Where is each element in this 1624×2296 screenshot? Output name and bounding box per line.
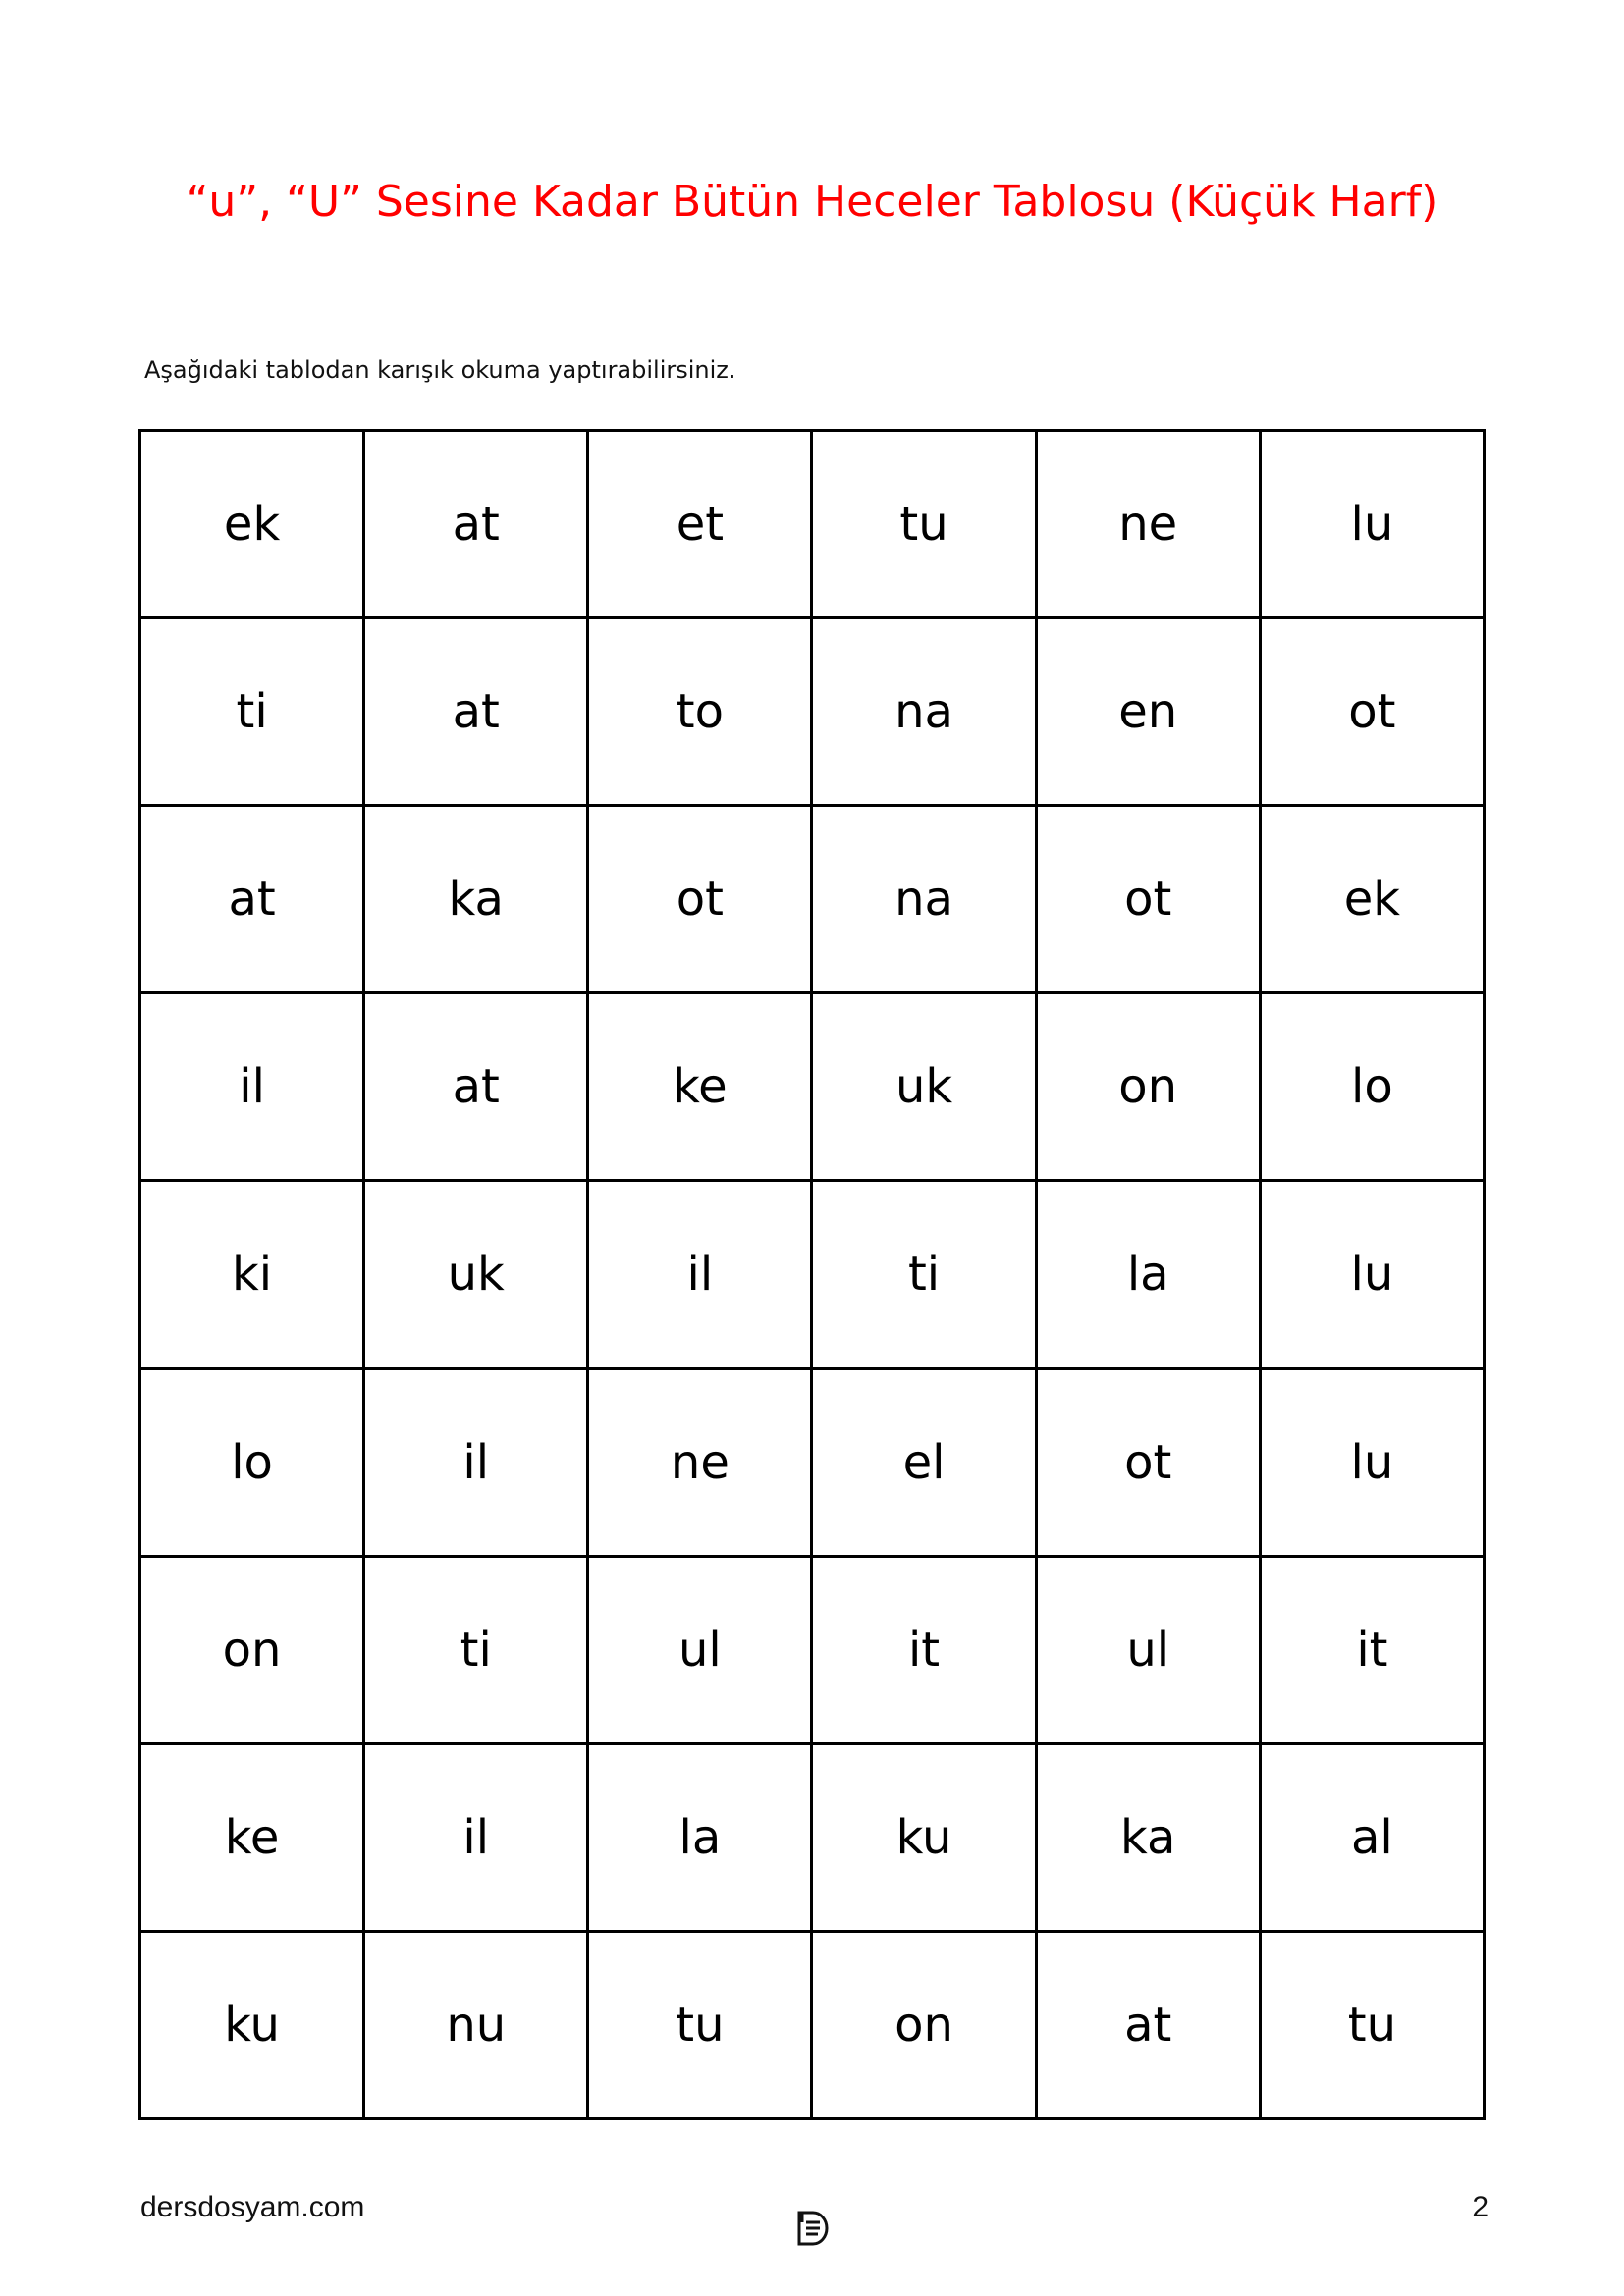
syllable-cell: it <box>1260 1556 1484 1743</box>
syllable-cell: lo <box>140 1368 364 1556</box>
syllable-cell: ke <box>140 1743 364 1931</box>
table-row <box>140 1931 1485 2118</box>
table-row <box>140 1181 1485 1368</box>
syllable-cell: ka <box>1036 1743 1260 1931</box>
syllable-cell: ti <box>364 1556 588 1743</box>
syllable-cell: tu <box>812 431 1036 618</box>
syllable-cell: ku <box>140 1931 364 2118</box>
syllable-cell: ek <box>140 431 364 618</box>
syllable-cell: el <box>812 1368 1036 1556</box>
syllable-cell: ul <box>1036 1556 1260 1743</box>
syllable-cell: na <box>812 806 1036 993</box>
syllable-cell: ot <box>1036 1368 1260 1556</box>
syllable-cell: ne <box>588 1368 812 1556</box>
syllable-cell: at <box>364 993 588 1181</box>
instruction-text: Aşağıdaki tablodan karışık okuma yaptırabilirsiniz. <box>144 356 736 384</box>
syllable-cell: ot <box>1260 618 1484 806</box>
syllable-cell: il <box>364 1368 588 1556</box>
syllable-cell: lo <box>1260 993 1484 1181</box>
table-row <box>140 431 1485 618</box>
syllable-cell: ul <box>588 1556 812 1743</box>
syllable-cell: il <box>364 1743 588 1931</box>
syllable-cell: ti <box>812 1181 1036 1368</box>
syllable-cell: na <box>812 618 1036 806</box>
table-row <box>140 1556 1485 1743</box>
syllable-cell: la <box>588 1743 812 1931</box>
syllable-cell: ka <box>364 806 588 993</box>
syllable-cell: ne <box>1036 431 1260 618</box>
footer-website: dersdosyam.com <box>140 2191 365 2223</box>
syllable-cell: ek <box>1260 806 1484 993</box>
syllable-cell: ti <box>140 618 364 806</box>
syllable-cell: on <box>140 1556 364 1743</box>
syllable-cell: at <box>364 618 588 806</box>
table-row <box>140 993 1485 1181</box>
table-row <box>140 1368 1485 1556</box>
syllable-cell: il <box>588 1181 812 1368</box>
syllable-cell: la <box>1036 1181 1260 1368</box>
syllable-cell: et <box>588 431 812 618</box>
syllable-cell: ki <box>140 1181 364 1368</box>
syllable-cell: en <box>1036 618 1260 806</box>
table-row <box>140 1743 1485 1931</box>
table-row <box>140 806 1485 993</box>
syllable-cell: ot <box>1036 806 1260 993</box>
syllable-cell: uk <box>812 993 1036 1181</box>
syllable-cell: it <box>812 1556 1036 1743</box>
syllable-cell: lu <box>1260 431 1484 618</box>
syllable-cell: lu <box>1260 1368 1484 1556</box>
syllable-cell: at <box>140 806 364 993</box>
syllable-cell: uk <box>364 1181 588 1368</box>
syllable-cell: at <box>1036 1931 1260 2118</box>
syllable-table <box>138 429 1486 2120</box>
syllable-cell: lu <box>1260 1181 1484 1368</box>
syllable-cell: to <box>588 618 812 806</box>
syllable-cell: nu <box>364 1931 588 2118</box>
syllable-cell: ot <box>588 806 812 993</box>
page-title: “u”, “U” Sesine Kadar Bütün Heceler Tablosu (Küçük Harf) <box>186 177 1438 227</box>
syllable-cell: il <box>140 993 364 1181</box>
syllable-cell: tu <box>588 1931 812 2118</box>
page-number: 2 <box>1472 2191 1489 2223</box>
syllable-cell: on <box>812 1931 1036 2118</box>
syllable-cell: al <box>1260 1743 1484 1931</box>
syllable-cell: tu <box>1260 1931 1484 2118</box>
syllable-cell: ku <box>812 1743 1036 1931</box>
syllable-cell: at <box>364 431 588 618</box>
syllable-cell: ke <box>588 993 812 1181</box>
syllable-cell: on <box>1036 993 1260 1181</box>
document-logo-icon <box>793 2209 833 2248</box>
table-row <box>140 618 1485 806</box>
